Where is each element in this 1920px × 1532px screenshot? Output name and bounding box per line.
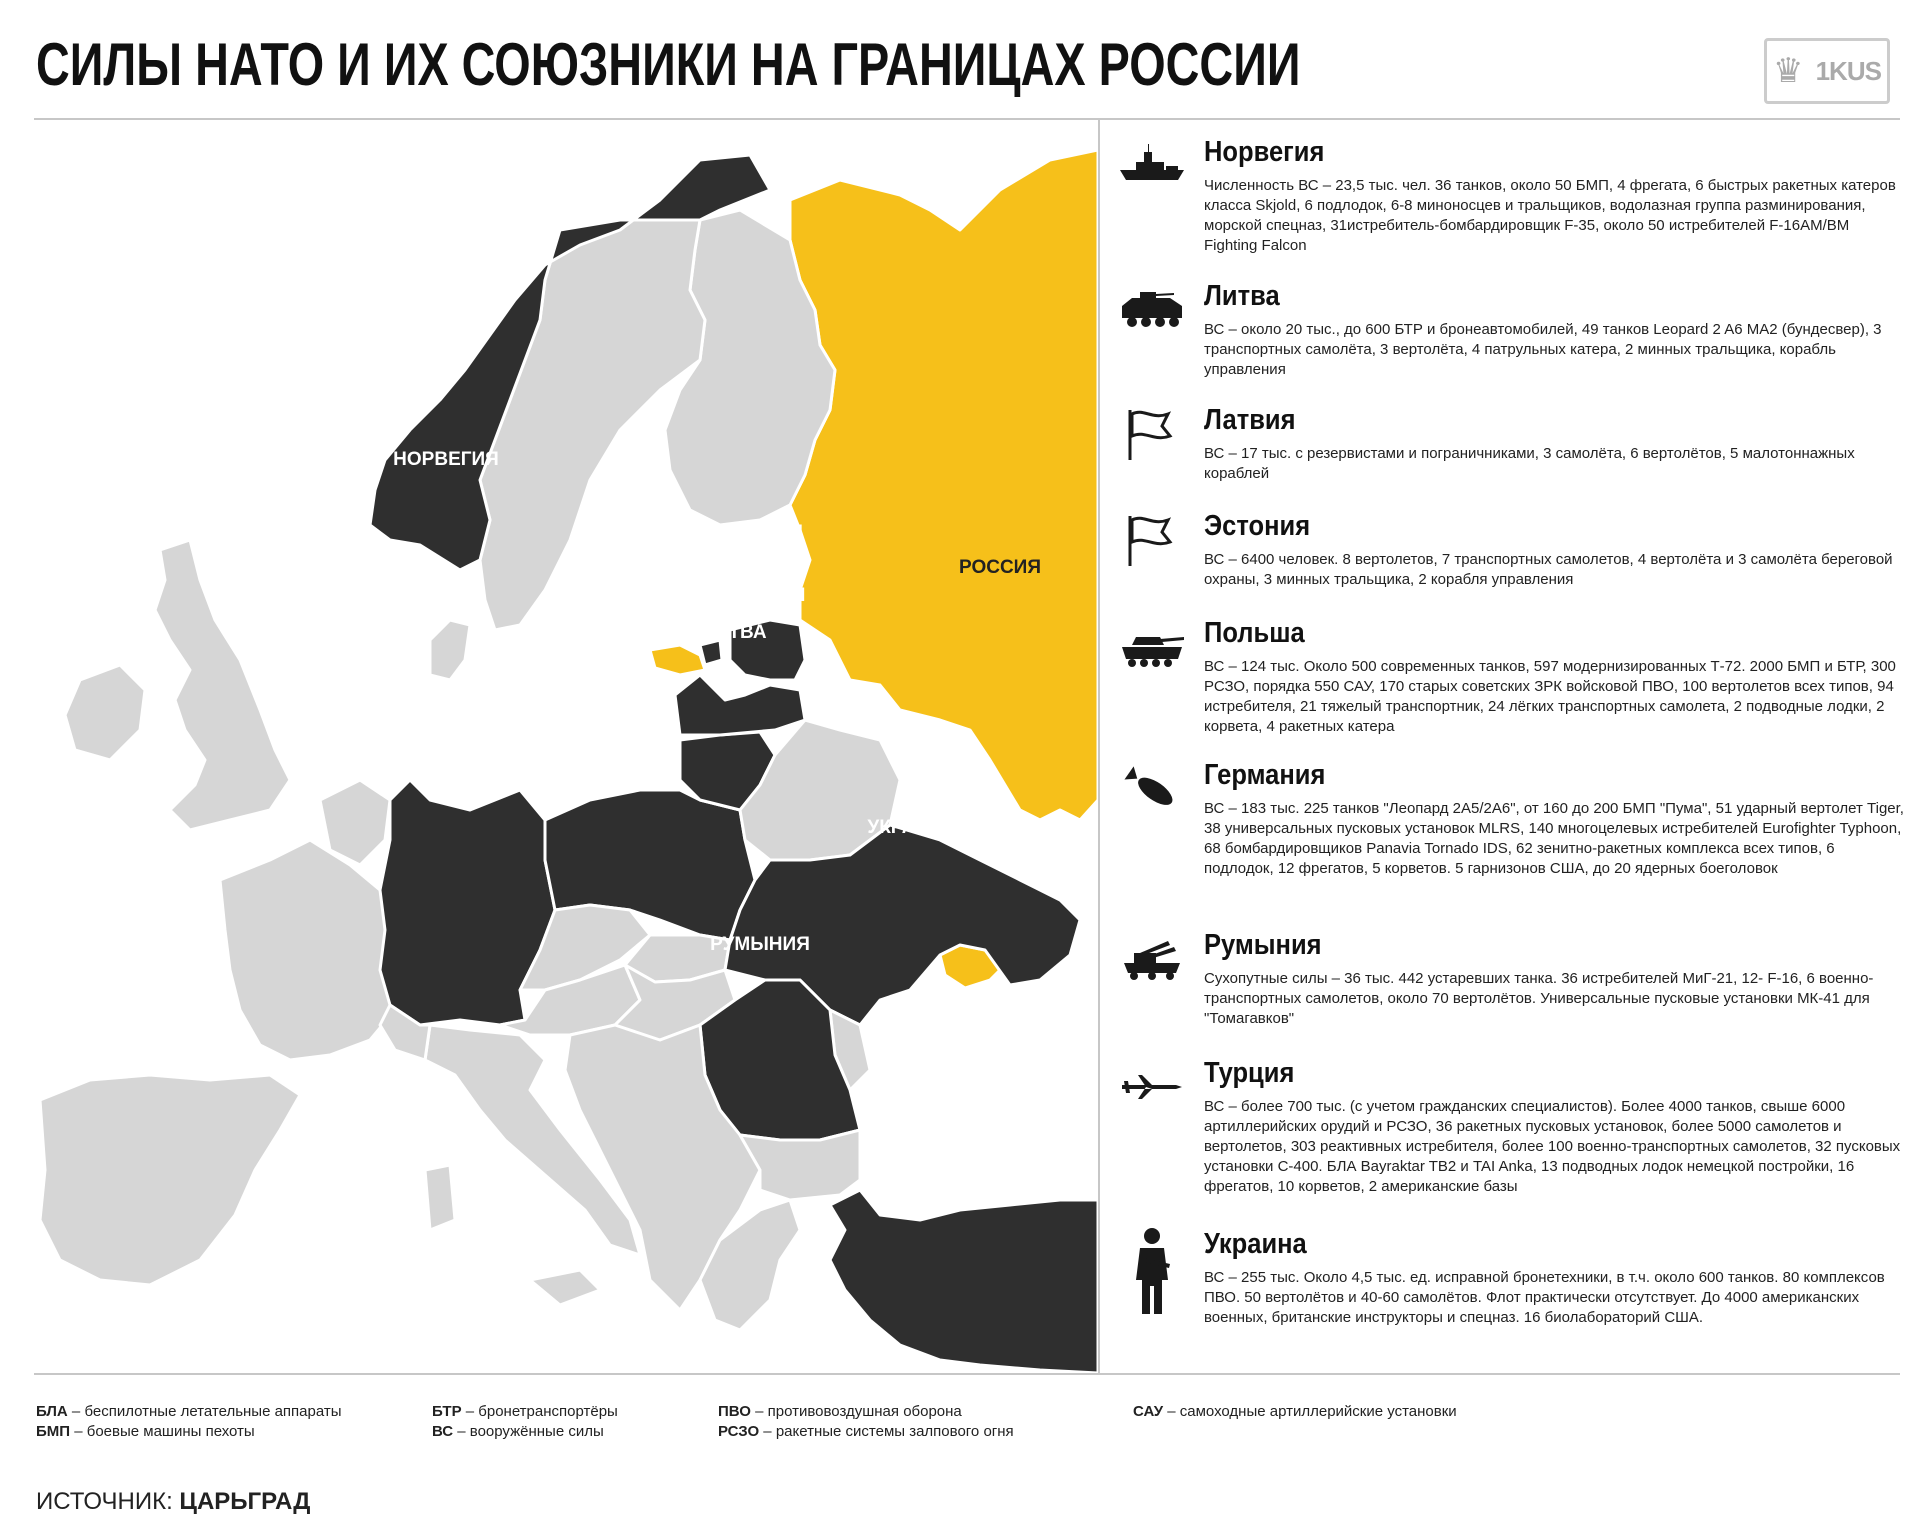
country-entry-norway xyxy=(1110,132,1910,276)
country-description: ВС – около 20 тыс., до 600 БТР и бронеавтомобилей, 49 танков Leopard 2 A6 MA2 (бундесвер), 3 транспортных самолёта, 3 вертолёта, 4 патрульных катера, 2 минных тральщика, корабль управления xyxy=(1204,321,1882,378)
country-description: ВС – более 700 тыс. (с учетом гражданских специалистов). Более 4000 танков, свыше 6000 артиллерийских орудий и РСЗО, 36 ракетных пусковых установок, более 5000 самолетов и вертолетов, 303 реактивных истребителя, более 100 военно-транспортных самолетов, 32 пусковых установки С-400. БЛА Bayraktar TB2 и TAI Anka, 13 подводных лодок немецкой постройки, 16 фрегатов, 10 корветов, 2 американские базы xyxy=(1204,1098,1901,1195)
bottom-divider xyxy=(34,1373,1900,1375)
map-region-estonia-islands xyxy=(700,640,722,665)
country-name: Латвия xyxy=(1204,404,1296,436)
source-credit: ИСТОЧНИК: ЦАРЬГРАД xyxy=(36,1488,311,1515)
map-label-lithuania: ЛИТВА xyxy=(701,622,767,643)
country-description: ВС – 124 тыс. Около 500 современных танков, 597 модернизированных Т-72. 2000 БМП и БТР, 300 РСЗО, порядка 550 САУ, 170 старых советских ЗРК войсковой ПВО, 100 вертолетов всех типов, 94 истребителя, 21 тяжелый транспортник, 24 лёгких транспортных самолета, 2 подводные лодки, 2 корвета, 4 ракетных катера xyxy=(1204,658,1896,735)
map-label-norway: НОРВЕГИЯ xyxy=(393,449,499,470)
logo-text: 1KUS xyxy=(1815,55,1881,86)
map-region-russia xyxy=(790,150,1098,820)
map-region-iberia xyxy=(40,1075,300,1285)
country-description: Численность ВС – 23,5 тыс. чел. 36 танков, около 50 БМП, 4 фрегата, 6 быстрых ракетных катеров класса Skjold, 6 подлодок, 6-8 миноносцев и тральщиков, водолазная группа разминирования, морской спецназ, 31истребитель-бомбардировщик F-35, около 50 истребителей F-16AM/BM Fighting Falcon xyxy=(1204,177,1896,254)
country-name: Румыния xyxy=(1204,929,1322,961)
vertical-divider xyxy=(1098,120,1100,1373)
map-label-romania: РУМЫНИЯ xyxy=(710,934,810,955)
page-title: СИЛЫ НАТО И ИХ СОЮЗНИКИ НА ГРАНИЦАХ РОССИИ xyxy=(36,31,1301,98)
country-name: Турция xyxy=(1204,1057,1295,1089)
bomb-icon xyxy=(1116,761,1188,817)
legend-column-2 xyxy=(432,1402,618,1442)
country-description: ВС – 6400 человек. 8 вертолетов, 7 транспортных самолетов, 4 вертолёта и 3 самолёта береговой охраны, 3 минных тральщика, 2 корабля управления xyxy=(1204,551,1893,588)
country-name: Эстония xyxy=(1204,510,1311,542)
map-label-poland: ПОЛЬША xyxy=(594,734,682,755)
legend-item: БТР – бронетранспортёры xyxy=(432,1403,618,1420)
country-panel xyxy=(1110,132,1910,1344)
country-description: ВС – 17 тыс. с резервистами и пограничниками, 3 самолёта, 6 вертолётов, 5 малотоннажных кораблей xyxy=(1204,445,1855,482)
map-region-sardinia xyxy=(425,1165,455,1230)
europe-map xyxy=(0,120,1098,1373)
country-name: Германия xyxy=(1204,759,1326,791)
map-region-kaliningrad xyxy=(650,645,705,675)
warship-icon xyxy=(1116,138,1188,194)
country-entry-germany xyxy=(1110,755,1910,925)
tank-icon xyxy=(1116,619,1188,675)
map-region-latvia xyxy=(675,675,805,735)
missile-launcher-icon xyxy=(1116,931,1188,987)
map-region-uk xyxy=(155,540,290,830)
publisher-logo xyxy=(1764,38,1890,104)
map-region-sicily xyxy=(530,1270,600,1305)
legend-column-3 xyxy=(718,1402,1014,1442)
country-description: ВС – 183 тыс. 225 танков "Леопард 2А5/2А6", от 160 до 200 БМП "Пума", 51 ударный вертолет Tiger, 38 универсальных пусковых установок MLRS, 140 многоцелевых истребителей Eurofighter Typhoon, 68 бомбардировщиков Panavia Tornado IDS, 62 зенитно-ракетных комплекса всех типов, 6 подлодок, 12 фрегатов, 5 корветов. 5 гарнизонов США, до 20 ядерных боеголовок xyxy=(1204,800,1904,877)
map-label-russia: РОССИЯ xyxy=(959,557,1041,578)
map-region-turkey xyxy=(830,1190,1098,1373)
country-entry-turkey xyxy=(1110,1053,1910,1224)
country-name: Литва xyxy=(1204,280,1280,312)
map-label-germany: ГЕРМАНИЯ xyxy=(398,748,506,769)
soldier-icon xyxy=(1116,1224,1188,1320)
armored-vehicle-icon xyxy=(1116,282,1188,338)
legend-item: БМП – боевые машины пехоты xyxy=(36,1423,255,1440)
flag-icon xyxy=(1116,512,1188,568)
map-label-estonia: ЭСТОНИЯ xyxy=(709,522,803,543)
country-description: ВС – 255 тыс. Около 4,5 тыс. ед. исправной бронетехники, в т.ч. около 600 танков. 80 комплексов ПВО. 50 вертолётов и 40-60 самолётов. Флот практически отсутствует. До 4000 американских военных, британские инструкторы и спецназ. 16 биолабораторий США. xyxy=(1204,1269,1885,1326)
legend-item: РСЗО – ракетные системы залпового огня xyxy=(718,1423,1014,1440)
map-label-latvia: ЛАТВИЯ xyxy=(726,585,806,606)
legend-column-4 xyxy=(1133,1402,1457,1422)
map-region-ireland xyxy=(65,665,145,760)
map-label-turkey: ТУРЦИЯ xyxy=(943,1146,1021,1167)
country-entry-lithuania xyxy=(1110,276,1910,400)
drone-icon xyxy=(1116,1059,1188,1115)
legend-item: БЛА – беспилотные летательные аппараты xyxy=(36,1403,342,1420)
country-entry-poland xyxy=(1110,613,1910,755)
country-name: Норвегия xyxy=(1204,136,1325,168)
country-entry-estonia xyxy=(1110,506,1910,613)
legend-item: ПВО – противовоздушная оборона xyxy=(718,1403,962,1420)
country-name: Украина xyxy=(1204,1228,1307,1260)
legend-item: ВС – вооружённые силы xyxy=(432,1423,604,1440)
map-region-bulgaria xyxy=(740,1130,860,1200)
legend-item: САУ – самоходные артиллерийские установки xyxy=(1133,1403,1457,1420)
map-label-ukraine: УКРАИНА xyxy=(867,817,957,838)
map-region-denmark xyxy=(430,620,470,680)
country-entry-ukraine xyxy=(1110,1224,1910,1344)
country-description: Сухопутные силы – 36 тыс. 442 устаревших танка. 36 истребителей МиГ-21, 12- F-16, 6 военно-транспортных самолетов, около 70 вертолётов. Универсальные пусковые установки МК-41 для "Томагавков" xyxy=(1204,970,1874,1027)
flag-icon xyxy=(1116,406,1188,462)
country-entry-latvia xyxy=(1110,400,1910,506)
country-name: Польша xyxy=(1204,617,1305,649)
map-region-france xyxy=(220,840,400,1060)
double-eagle-icon: ♛ xyxy=(1773,52,1804,90)
country-entry-romania xyxy=(1110,925,1910,1053)
legend-column-1 xyxy=(36,1402,342,1442)
